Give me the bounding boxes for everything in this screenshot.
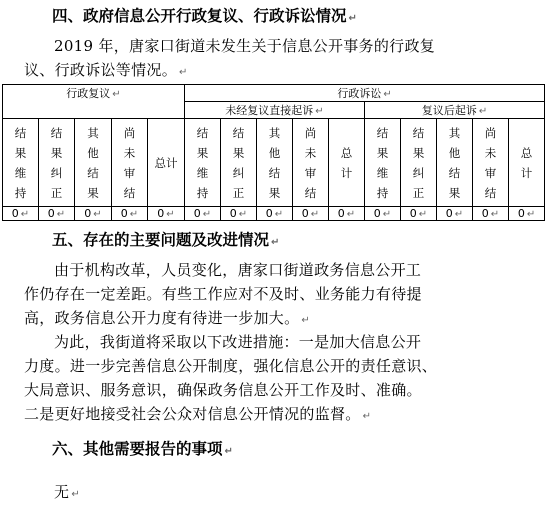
col-pending [473, 119, 509, 207]
vertical-label: 总 计 [340, 145, 353, 180]
value-cell: 0 ↵ [293, 207, 329, 221]
vertical-label: 尚 未 审 结 [304, 125, 317, 200]
section-4-heading: 四、政府信息公开行政复议、行政诉讼情况 ↵ [52, 7, 357, 25]
vertical-label: 总 计 [520, 145, 533, 180]
col-correct [39, 119, 75, 207]
value-cell: 0 ↵ [185, 207, 221, 221]
litigation-table [2, 84, 545, 221]
section-6-heading: 六、其他需要报告的事项 ↵ [52, 440, 233, 458]
value-cell: 0 ↵ [509, 207, 545, 221]
vertical-label: 其 他 结 果 [268, 125, 281, 200]
section-6-content: 无 ↵ [54, 483, 80, 501]
value-cell: 0 ↵ [257, 207, 293, 221]
col-total [509, 119, 545, 207]
col-total [148, 119, 185, 207]
col-total [329, 119, 365, 207]
col-maintain [365, 119, 401, 207]
value-cell: 0 ↵ [75, 207, 112, 221]
col-other [75, 119, 112, 207]
value-cell: 0 ↵ [329, 207, 365, 221]
col-maintain [3, 119, 39, 207]
section-5-heading: 五、存在的主要问题及改进情况 ↵ [52, 231, 280, 249]
vertical-label: 其 他 结 果 [448, 125, 461, 200]
vertical-label: 结 果 维 持 [14, 125, 27, 200]
section-4-paragraph: 2019 年，唐家口街道未发生关于信息公开事务的行政复 议、行政诉讼等情况。 ↵ [24, 37, 436, 79]
vertical-label: 其 他 结 果 [87, 125, 99, 200]
vertical-label: 结 果 维 持 [196, 125, 209, 200]
vertical-label: 结 果 纠 正 [232, 125, 245, 200]
vertical-label: 结 果 纠 正 [412, 125, 425, 200]
col-other [257, 119, 293, 207]
value-cell: 0 ↵ [365, 207, 401, 221]
vertical-label: 结 果 维 持 [376, 125, 389, 200]
col-other [437, 119, 473, 207]
value-cell: 0 ↵ [221, 207, 257, 221]
vertical-label: 结 果 纠 正 [50, 125, 63, 200]
section-5-paragraph-1: 由于机构改革，人员变化，唐家口街道政务信息公开工 作仍存在一定差距。有些工作应对不及时、业务能力有待提 高，政务信息公开力度有待进一步加大。 ↵ [24, 261, 422, 327]
col-pending [112, 119, 148, 207]
value-cell: 0 ↵ [39, 207, 75, 221]
value-cell: 0 ↵ [437, 207, 473, 221]
vertical-label: 尚 未 审 结 [484, 125, 497, 200]
col-pending [293, 119, 329, 207]
value-cell: 0 ↵ [473, 207, 509, 221]
col-maintain [185, 119, 221, 207]
col-correct [401, 119, 437, 207]
value-cell: 0 ↵ [112, 207, 148, 221]
review-header: 行政复议 ↵ [3, 85, 185, 119]
vertical-label: 尚 未 审 结 [123, 125, 136, 200]
direct-suit-header: 未经复议直接起诉 ↵ [185, 102, 365, 119]
after-review-header: 复议后起诉 ↵ [365, 102, 545, 119]
section-5-paragraph-2: 为此，我街道将采取以下改进措施：一是加大信息公开 力度。进一步完善信息公开制度，强化信息公开的责任意识、 大局意识、服务意识，确保政务信息公开工作及时、准确。 二是更好地接受社会公众对信息公开情况的监督。 ↵ [24, 333, 438, 423]
value-cell: 0 ↵ [401, 207, 437, 221]
litigation-header: 行政诉讼 ↵ [185, 85, 545, 102]
col-correct [221, 119, 257, 207]
value-cell: 0 ↵ [148, 207, 185, 221]
col-total-label: 总计 [154, 155, 178, 170]
value-cell: 0 ↵ [3, 207, 39, 221]
